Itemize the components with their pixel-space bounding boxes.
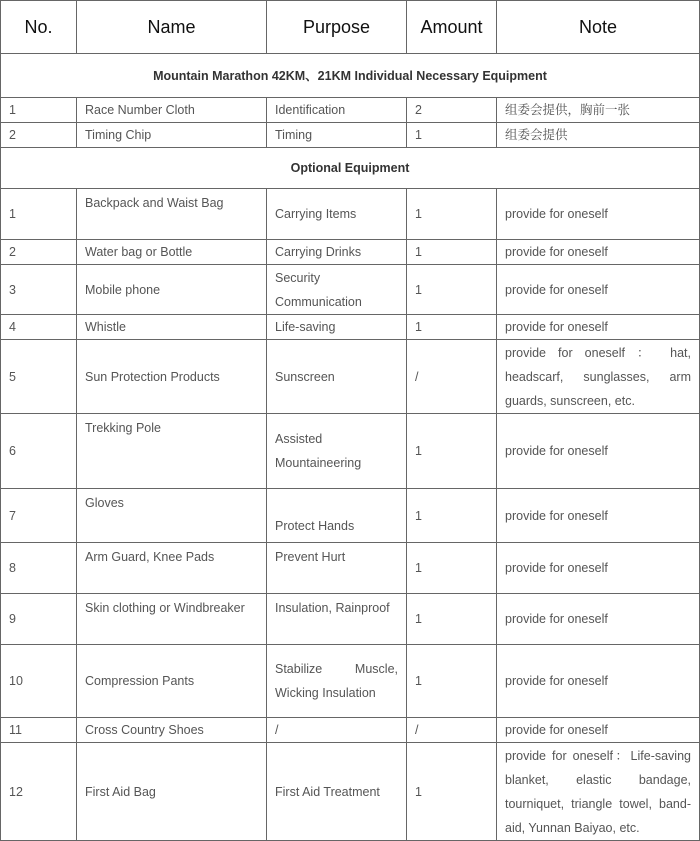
cell-amount: 1 [407,123,497,148]
cell-no: 1 [1,98,77,123]
section-title: Optional Equipment [1,148,700,189]
cell-amount: 1 [407,645,497,718]
cell-note: provide for oneself [497,645,700,718]
header-no: No. [1,1,77,54]
cell-note: provide for oneself [497,489,700,543]
cell-note: provide for oneself [497,718,700,743]
cell-amount: 1 [407,594,497,645]
cell-note: provide for oneself [497,414,700,489]
cell-note: provide for oneself [497,543,700,594]
cell-name: Arm Guard, Knee Pads [77,543,267,594]
cell-name: Cross Country Shoes [77,718,267,743]
cell-name: Sun Protection Products [77,340,267,414]
header-name: Name [77,1,267,54]
cell-no: 2 [1,240,77,265]
table-row [1,315,700,340]
table-row [1,543,700,594]
cell-purpose: Assisted Mountaineering [267,414,407,489]
cell-no: 11 [1,718,77,743]
header-purpose: Purpose [267,1,407,54]
cell-purpose: Life-saving [267,315,407,340]
cell-purpose: First Aid Treatment [267,743,407,841]
table-row [1,414,700,489]
table-row [1,645,700,718]
cell-note: provide for oneself [497,189,700,240]
cell-name: Backpack and Waist Bag [77,189,267,240]
cell-no: 3 [1,265,77,315]
cell-note: provide for oneself [497,594,700,645]
table-row [1,123,700,148]
cell-no: 2 [1,123,77,148]
cell-no: 7 [1,489,77,543]
cell-purpose: Protect Hands [267,489,407,543]
table-row [1,489,700,543]
cell-amount: 1 [407,240,497,265]
table-row [1,265,700,315]
cell-purpose: Identification [267,98,407,123]
cell-name: Water bag or Bottle [77,240,267,265]
section-title: Mountain Marathon 42KM、21KM Individual Necessary Equipment [1,54,700,98]
cell-amount: 1 [407,489,497,543]
cell-no: 1 [1,189,77,240]
cell-note: provide for oneself：Life-saving blanket, elastic bandage, tourniquet, triangle towel, band-aid, Yunnan Baiyao, etc. [497,743,700,841]
cell-purpose: Sunscreen [267,340,407,414]
cell-note: provide for oneself [497,240,700,265]
cell-name: Timing Chip [77,123,267,148]
table-row [1,718,700,743]
cell-no: 5 [1,340,77,414]
header-row [1,1,700,54]
cell-no: 4 [1,315,77,340]
cell-name: Mobile phone [77,265,267,315]
cell-amount: 1 [407,265,497,315]
cell-no: 6 [1,414,77,489]
table-row [1,240,700,265]
table-row [1,743,700,841]
cell-note: 组委会提供 [497,123,700,148]
cell-amount: 1 [407,543,497,594]
section-row [1,148,700,189]
section-row [1,54,700,98]
cell-purpose: / [267,718,407,743]
cell-amount: / [407,718,497,743]
cell-amount: 1 [407,414,497,489]
cell-amount: / [407,340,497,414]
cell-no: 12 [1,743,77,841]
cell-name: Gloves [77,489,267,543]
cell-no: 9 [1,594,77,645]
cell-name: Race Number Cloth [77,98,267,123]
cell-name: Trekking Pole [77,414,267,489]
cell-no: 8 [1,543,77,594]
header-amount: Amount [407,1,497,54]
header-note: Note [497,1,700,54]
cell-amount: 2 [407,98,497,123]
table-row [1,98,700,123]
cell-note: 组委会提供，胸前一张 [497,98,700,123]
cell-purpose: Stabilize Muscle, Wicking Insulation [267,645,407,718]
cell-name: Skin clothing or Windbreaker [77,594,267,645]
cell-purpose: Prevent Hurt [267,543,407,594]
cell-name: Whistle [77,315,267,340]
cell-purpose: Carrying Items [267,189,407,240]
table-row [1,594,700,645]
cell-purpose: Carrying Drinks [267,240,407,265]
cell-amount: 1 [407,743,497,841]
cell-name: First Aid Bag [77,743,267,841]
table-row [1,189,700,240]
cell-amount: 1 [407,315,497,340]
cell-no: 10 [1,645,77,718]
cell-amount: 1 [407,189,497,240]
cell-name: Compression Pants [77,645,267,718]
cell-purpose: Security Communication [267,265,407,315]
table-row [1,340,700,414]
cell-purpose: Insulation, Rainproof [267,594,407,645]
cell-note: provide for oneself ： hat, headscarf, sunglasses, arm guards, sunscreen, etc. [497,340,700,414]
cell-note: provide for oneself [497,265,700,315]
cell-note: provide for oneself [497,315,700,340]
cell-purpose: Timing [267,123,407,148]
